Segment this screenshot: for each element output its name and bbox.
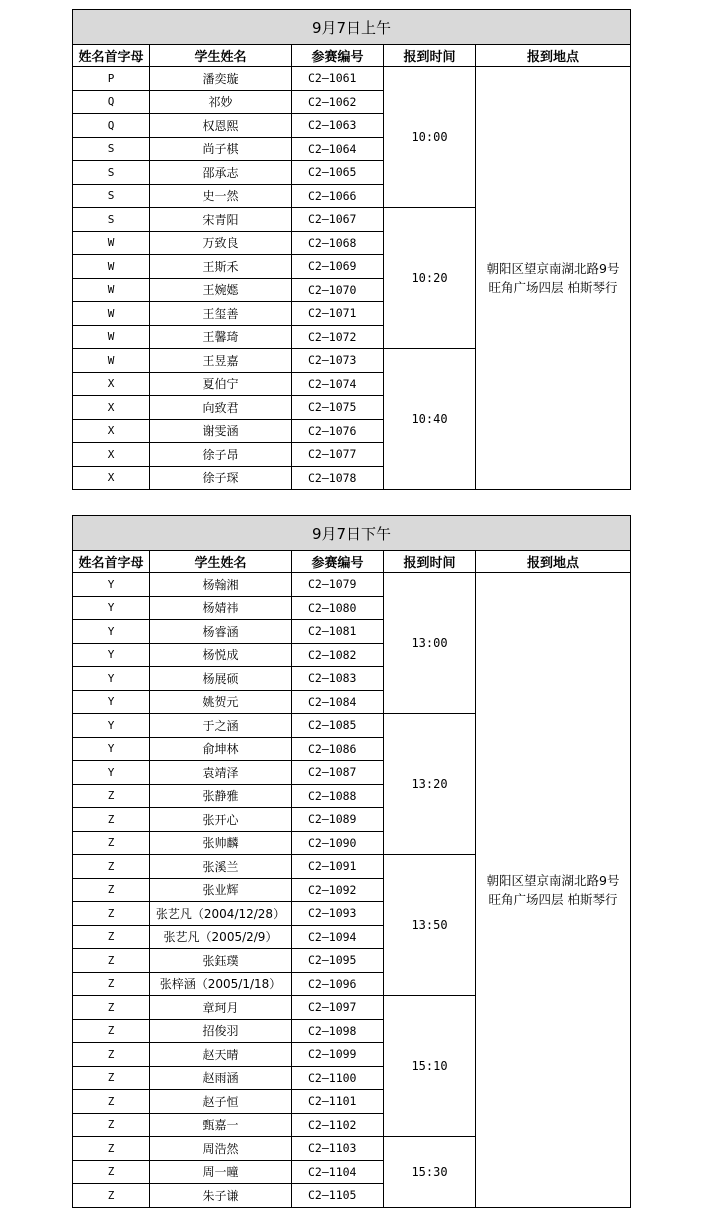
entry-code-cell: C2—1071 <box>292 302 384 326</box>
name-initial-cell: Z <box>73 1184 150 1208</box>
student-name-cell: 杨婧祎 <box>150 596 292 620</box>
name-initial-cell: Y <box>73 573 150 597</box>
entry-code-cell: C2—1072 <box>292 325 384 349</box>
student-name-cell: 袁靖泽 <box>150 761 292 785</box>
student-name-cell: 向致君 <box>150 396 292 420</box>
student-name-cell: 史一然 <box>150 184 292 208</box>
entry-code-cell: C2—1103 <box>292 1137 384 1161</box>
name-initial-cell: W <box>73 325 150 349</box>
entry-code-cell: C2—1074 <box>292 372 384 396</box>
student-name-cell: 谢雯涵 <box>150 419 292 443</box>
student-name-cell: 祁妙 <box>150 90 292 114</box>
student-name-cell: 王斯禾 <box>150 255 292 279</box>
student-name-cell: 夏伯宁 <box>150 372 292 396</box>
name-initial-cell: X <box>73 372 150 396</box>
name-initial-cell: X <box>73 419 150 443</box>
section-title: 9月7日下午 <box>73 516 631 551</box>
student-name-cell: 姚贺元 <box>150 690 292 714</box>
header-code: 参赛编号 <box>292 45 384 67</box>
name-initial-cell: Z <box>73 855 150 879</box>
student-name-cell: 杨展硕 <box>150 667 292 691</box>
name-initial-cell: Y <box>73 737 150 761</box>
student-name-cell: 杨睿涵 <box>150 620 292 644</box>
entry-code-cell: C2—1078 <box>292 466 384 490</box>
entry-code-cell: C2—1085 <box>292 714 384 738</box>
entry-code-cell: C2—1064 <box>292 137 384 161</box>
name-initial-cell: S <box>73 208 150 232</box>
name-initial-cell: S <box>73 184 150 208</box>
entry-code-cell: C2—1096 <box>292 972 384 996</box>
entry-code-cell: C2—1066 <box>292 184 384 208</box>
name-initial-cell: W <box>73 278 150 302</box>
name-initial-cell: Z <box>73 808 150 832</box>
name-initial-cell: P <box>73 67 150 91</box>
location-line: 朝阳区望京南湖北路9号 <box>486 261 620 276</box>
name-initial-cell: W <box>73 349 150 373</box>
entry-code-cell: C2—1091 <box>292 855 384 879</box>
entry-code-cell: C2—1073 <box>292 349 384 373</box>
student-name-cell: 甄嘉一 <box>150 1113 292 1137</box>
name-initial-cell: X <box>73 396 150 420</box>
header-name: 学生姓名 <box>150 45 292 67</box>
student-name-cell: 杨翰湘 <box>150 573 292 597</box>
checkin-time-cell: 15:30 <box>384 1137 476 1208</box>
entry-code-cell: C2—1102 <box>292 1113 384 1137</box>
header-time: 报到时间 <box>384 551 476 573</box>
entry-code-cell: C2—1067 <box>292 208 384 232</box>
name-initial-cell: Y <box>73 761 150 785</box>
student-name-cell: 徐子琛 <box>150 466 292 490</box>
entry-code-cell: C2—1079 <box>292 573 384 597</box>
name-initial-cell: Y <box>73 714 150 738</box>
entry-code-cell: C2—1077 <box>292 443 384 467</box>
entry-code-cell: C2—1092 <box>292 878 384 902</box>
entry-code-cell: C2—1061 <box>292 67 384 91</box>
student-name-cell: 章珂月 <box>150 996 292 1020</box>
name-initial-cell: Q <box>73 90 150 114</box>
name-initial-cell: Z <box>73 1090 150 1114</box>
student-name-cell: 杨悦成 <box>150 643 292 667</box>
student-name-cell: 俞坤林 <box>150 737 292 761</box>
student-name-cell: 于之涵 <box>150 714 292 738</box>
table-row <box>73 67 631 91</box>
student-name-cell: 赵子恒 <box>150 1090 292 1114</box>
student-name-cell: 尚子棋 <box>150 137 292 161</box>
student-name-cell: 王馨琦 <box>150 325 292 349</box>
student-name-cell: 万致良 <box>150 231 292 255</box>
name-initial-cell: Z <box>73 902 150 926</box>
checkin-time-cell: 10:20 <box>384 208 476 349</box>
student-name-cell: 张业辉 <box>150 878 292 902</box>
location-line: 旺角广场四层 柏斯琴行 <box>488 280 618 295</box>
table-row <box>73 573 631 597</box>
entry-code-cell: C2—1104 <box>292 1160 384 1184</box>
entry-code-cell: C2—1088 <box>292 784 384 808</box>
name-initial-cell: Z <box>73 878 150 902</box>
student-name-cell: 张开心 <box>150 808 292 832</box>
student-name-cell: 王玺善 <box>150 302 292 326</box>
name-initial-cell: W <box>73 231 150 255</box>
student-name-cell: 邵承志 <box>150 161 292 185</box>
student-name-cell: 张梓涵（2005/1/18） <box>150 972 292 996</box>
checkin-location-cell <box>476 573 631 1208</box>
entry-code-cell: C2—1099 <box>292 1043 384 1067</box>
student-name-cell: 权恩熙 <box>150 114 292 138</box>
entry-code-cell: C2—1100 <box>292 1066 384 1090</box>
header-name: 学生姓名 <box>150 551 292 573</box>
student-name-cell: 徐子昂 <box>150 443 292 467</box>
student-name-cell: 张帅麟 <box>150 831 292 855</box>
header-time: 报到时间 <box>384 45 476 67</box>
entry-code-cell: C2—1101 <box>292 1090 384 1114</box>
entry-code-cell: C2—1089 <box>292 808 384 832</box>
checkin-time-cell: 13:00 <box>384 573 476 714</box>
name-initial-cell: Q <box>73 114 150 138</box>
header-code: 参赛编号 <box>292 551 384 573</box>
name-initial-cell: Z <box>73 1160 150 1184</box>
entry-code-cell: C2—1090 <box>292 831 384 855</box>
student-name-cell: 张溪兰 <box>150 855 292 879</box>
name-initial-cell: Z <box>73 784 150 808</box>
student-name-cell: 潘奕璇 <box>150 67 292 91</box>
name-initial-cell: Z <box>73 949 150 973</box>
header-location: 报到地点 <box>476 551 631 573</box>
name-initial-cell: Y <box>73 643 150 667</box>
student-name-cell: 赵天晴 <box>150 1043 292 1067</box>
name-initial-cell: Y <box>73 690 150 714</box>
table-body <box>73 67 631 490</box>
name-initial-cell: Z <box>73 1043 150 1067</box>
student-name-cell: 张鈺璞 <box>150 949 292 973</box>
name-initial-cell: Z <box>73 1113 150 1137</box>
entry-code-cell: C2—1098 <box>292 1019 384 1043</box>
entry-code-cell: C2—1076 <box>292 419 384 443</box>
name-initial-cell: Y <box>73 596 150 620</box>
name-initial-cell: X <box>73 443 150 467</box>
entry-code-cell: C2—1082 <box>292 643 384 667</box>
student-name-cell: 宋青阳 <box>150 208 292 232</box>
name-initial-cell: Z <box>73 831 150 855</box>
entry-code-cell: C2—1069 <box>292 255 384 279</box>
location-line: 旺角广场四层 柏斯琴行 <box>488 891 618 907</box>
morning-schedule <box>72 9 630 490</box>
student-name-cell: 张艺凡（2005/2/9） <box>150 925 292 949</box>
entry-code-cell: C2—1083 <box>292 667 384 691</box>
location-line: 朝阳区望京南湖北路9号 <box>486 872 620 888</box>
name-initial-cell: W <box>73 302 150 326</box>
entry-code-cell: C2—1093 <box>292 902 384 926</box>
student-name-cell: 周浩然 <box>150 1137 292 1161</box>
entry-code-cell: C2—1087 <box>292 761 384 785</box>
header-location: 报到地点 <box>476 45 631 67</box>
entry-code-cell: C2—1080 <box>292 596 384 620</box>
entry-code-cell: C2—1105 <box>292 1184 384 1208</box>
schedule-table <box>72 9 631 490</box>
entry-code-cell: C2—1097 <box>292 996 384 1020</box>
student-name-cell: 张艺凡（2004/12/28） <box>150 902 292 926</box>
name-initial-cell: Z <box>73 1066 150 1090</box>
entry-code-cell: C2—1084 <box>292 690 384 714</box>
checkin-location-cell <box>476 67 631 490</box>
name-initial-cell: Y <box>73 620 150 644</box>
name-initial-cell: W <box>73 255 150 279</box>
name-initial-cell: S <box>73 137 150 161</box>
student-name-cell: 赵雨涵 <box>150 1066 292 1090</box>
checkin-time-cell: 13:50 <box>384 855 476 996</box>
entry-code-cell: C2—1063 <box>292 114 384 138</box>
name-initial-cell: Z <box>73 1019 150 1043</box>
checkin-time-cell: 13:20 <box>384 714 476 855</box>
name-initial-cell: Z <box>73 996 150 1020</box>
name-initial-cell: X <box>73 466 150 490</box>
entry-code-cell: C2—1081 <box>292 620 384 644</box>
section-title: 9月7日上午 <box>73 10 631 45</box>
schedule-table <box>72 515 631 1208</box>
student-name-cell: 周一曈 <box>150 1160 292 1184</box>
checkin-time-cell: 10:00 <box>384 67 476 208</box>
entry-code-cell: C2—1068 <box>292 231 384 255</box>
student-name-cell: 招俊羽 <box>150 1019 292 1043</box>
student-name-cell: 王婉嫕 <box>150 278 292 302</box>
header-initial: 姓名首字母 <box>73 551 150 573</box>
header-initial: 姓名首字母 <box>73 45 150 67</box>
student-name-cell: 王昱嘉 <box>150 349 292 373</box>
entry-code-cell: C2—1095 <box>292 949 384 973</box>
name-initial-cell: Y <box>73 667 150 691</box>
student-name-cell: 张静雅 <box>150 784 292 808</box>
entry-code-cell: C2—1075 <box>292 396 384 420</box>
name-initial-cell: Z <box>73 972 150 996</box>
checkin-time-cell: 15:10 <box>384 996 476 1137</box>
entry-code-cell: C2—1065 <box>292 161 384 185</box>
table-body <box>73 573 631 1208</box>
entry-code-cell: C2—1070 <box>292 278 384 302</box>
name-initial-cell: Z <box>73 925 150 949</box>
checkin-time-cell: 10:40 <box>384 349 476 490</box>
name-initial-cell: Z <box>73 1137 150 1161</box>
name-initial-cell: S <box>73 161 150 185</box>
student-name-cell: 朱子谦 <box>150 1184 292 1208</box>
afternoon-schedule <box>72 515 630 1208</box>
entry-code-cell: C2—1086 <box>292 737 384 761</box>
entry-code-cell: C2—1094 <box>292 925 384 949</box>
entry-code-cell: C2—1062 <box>292 90 384 114</box>
